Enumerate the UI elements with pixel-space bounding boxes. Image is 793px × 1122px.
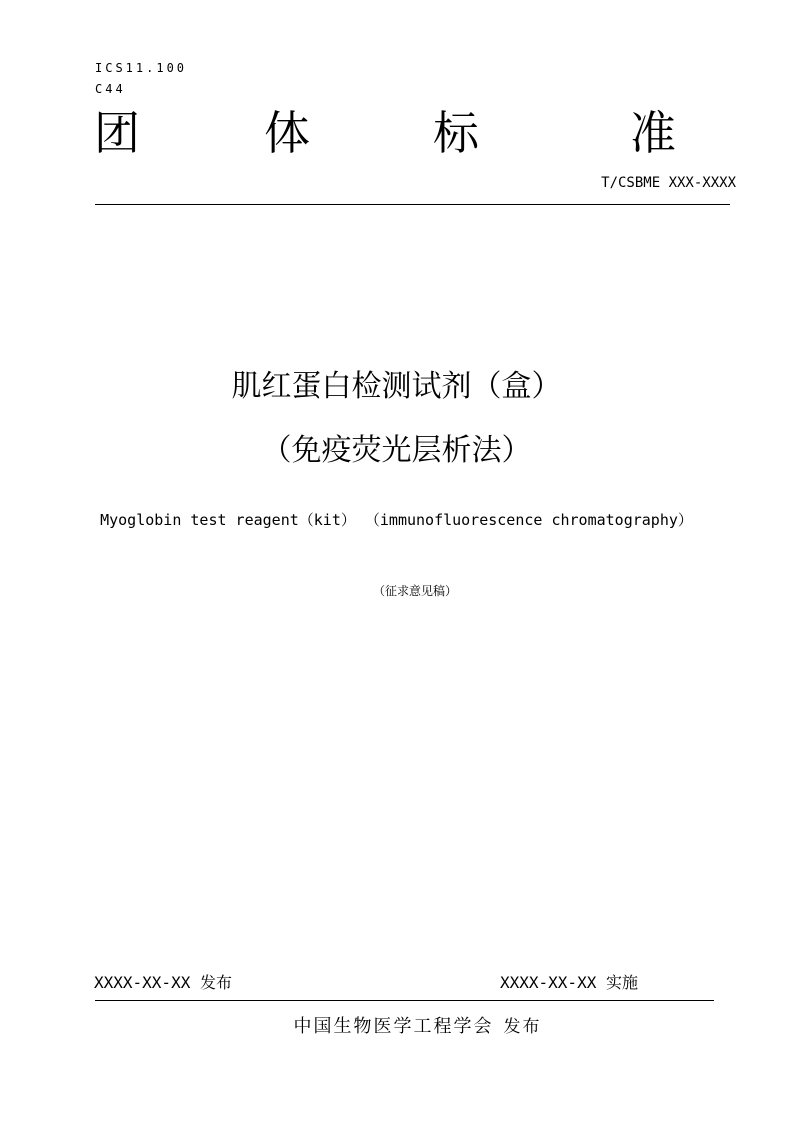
header-divider <box>95 204 730 205</box>
footer-divider <box>95 1000 714 1001</box>
standard-number: T/CSBME XXX-XXXX <box>601 175 736 191</box>
publish-date: XXXX-XX-XX 发布 <box>94 973 232 992</box>
organization-name: 中国生物医学工程学会 <box>293 1016 494 1037</box>
standard-type-char: 体 <box>264 106 310 160</box>
publisher-organization <box>0 1012 793 1038</box>
organization-suffix: 发布 <box>503 1017 542 1037</box>
implement-date: XXXX-XX-XX 实施 <box>500 973 638 992</box>
english-title: Myoglobin test reagent（kit） （immunofluorescence chromatography） <box>100 511 693 529</box>
standard-type-char: 准 <box>630 106 676 160</box>
ics-code: ICS11.100 <box>95 61 188 75</box>
document-title-line2: （免疫荧光层析法） <box>261 433 532 468</box>
standard-type-char: 标 <box>433 106 479 160</box>
draft-note: （征求意见稿） <box>372 584 457 598</box>
classification-code: C44 <box>95 82 126 96</box>
standard-type-char: 团 <box>94 106 140 160</box>
document-title-line1: 肌红蛋白检测试剂（盒） <box>231 369 562 404</box>
